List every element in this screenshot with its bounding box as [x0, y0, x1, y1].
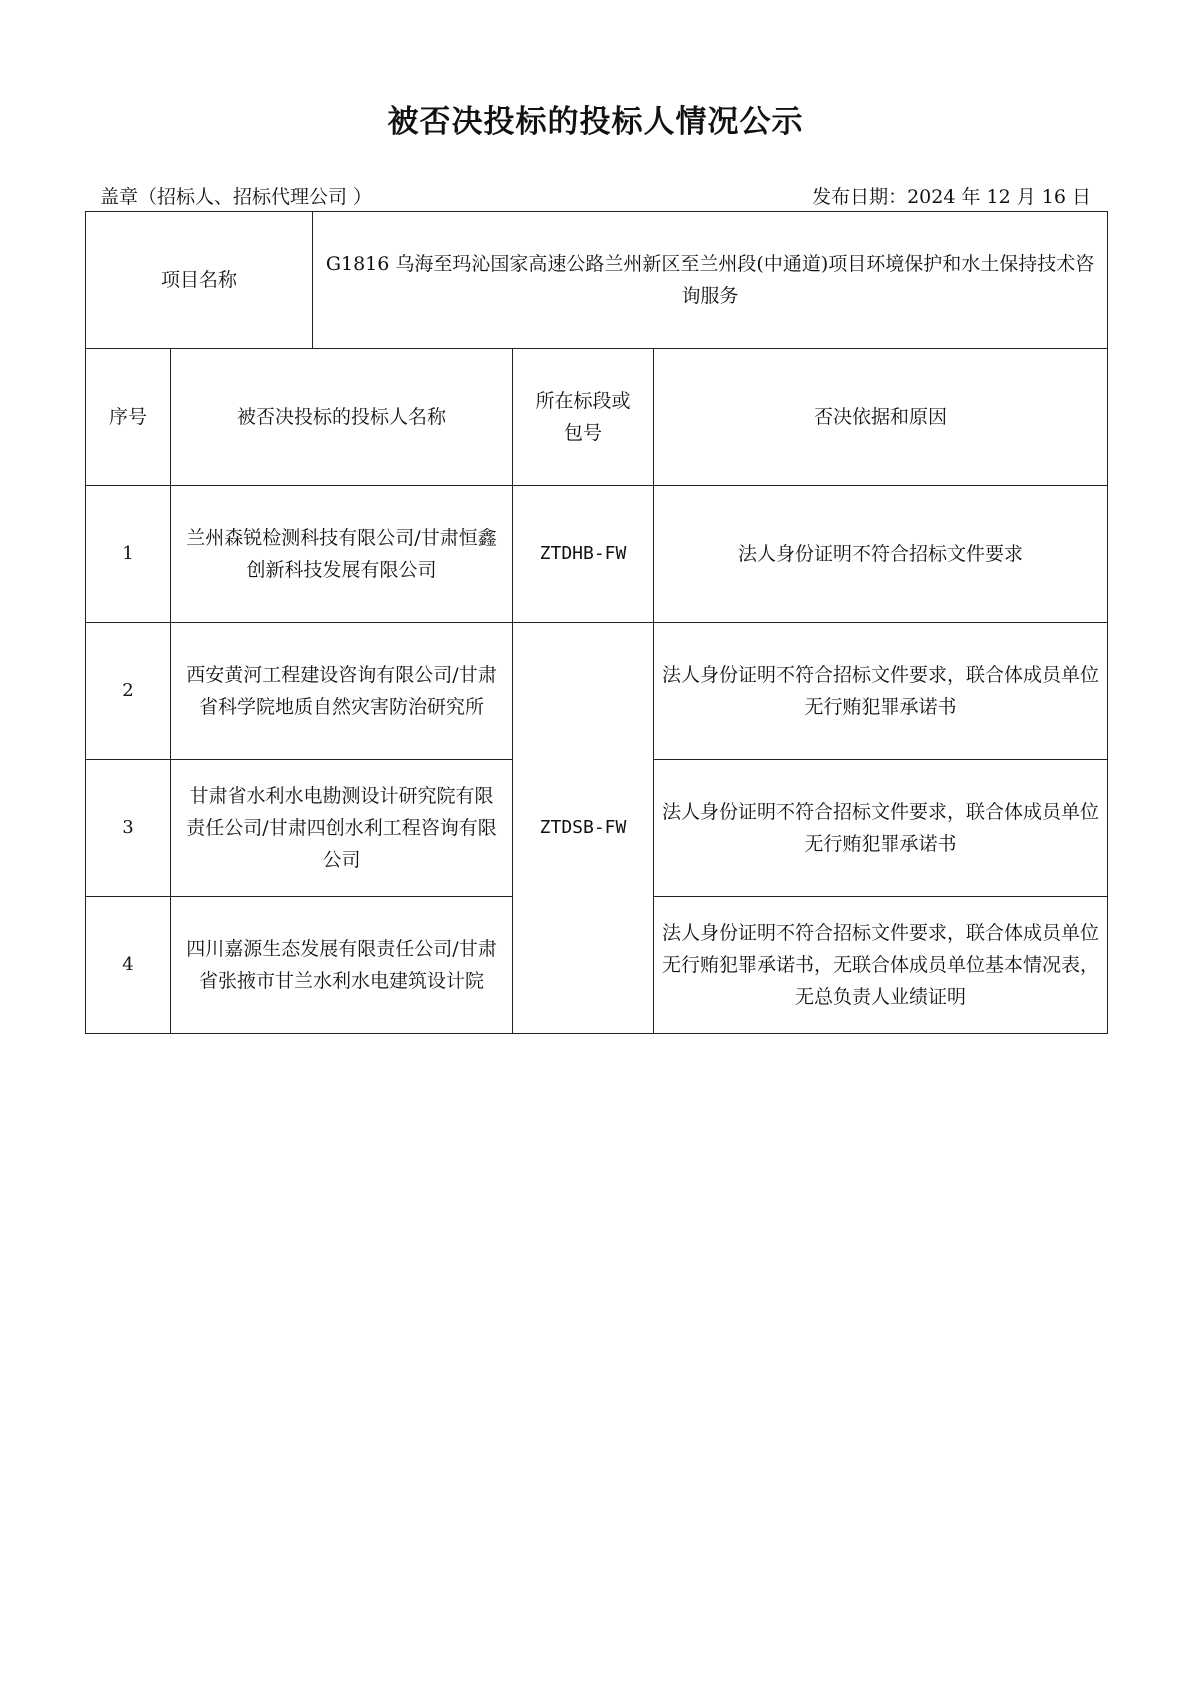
row-seq: 3 — [86, 760, 171, 897]
project-row — [86, 212, 1108, 349]
rejected-bidders-table — [85, 211, 1108, 1034]
table-row — [86, 486, 1108, 623]
header-seq: 序号 — [86, 349, 171, 486]
table-row — [86, 623, 1108, 760]
page-title: 被否决投标的投标人情况公示 — [387, 104, 804, 140]
publish-date: 发布日期：2024 年 12 月 16 日 — [812, 186, 1091, 208]
row-seq: 4 — [86, 897, 171, 1034]
row-seq: 1 — [86, 486, 171, 623]
row-section: ZTDSB-FW — [513, 623, 654, 1034]
row-section: ZTDHB-FW — [513, 486, 654, 623]
project-name: G1816 乌海至玛沁国家高速公路兰州新区至兰州段(中通道)项目环境保护和水土保持技术咨询服务 — [313, 212, 1108, 349]
row-seq: 2 — [86, 623, 171, 760]
header-bidder — [171, 349, 513, 486]
header-bidder-text: 被否决投标的投标人名称 — [237, 406, 447, 428]
row-reason: 法人身份证明不符合招标文件要求，联合体成员单位无行贿犯罪承诺书 — [654, 760, 1108, 897]
row-reason: 法人身份证明不符合招标文件要求，联合体成员单位无行贿犯罪承诺书 — [654, 623, 1108, 760]
header-section — [513, 349, 654, 486]
row-bidder: 西安黄河工程建设咨询有限公司/甘肃省科学院地质自然灾害防治研究所 — [171, 623, 513, 760]
row-bidder: 四川嘉源生态发展有限责任公司/甘肃省张掖市甘兰水利水电建筑设计院 — [171, 897, 513, 1034]
row-reason: 法人身份证明不符合招标文件要求 — [654, 486, 1108, 623]
header-section-text: 所在标段或包号 — [535, 390, 631, 444]
header-reason: 否决依据和原因 — [654, 349, 1108, 486]
row-bidder: 甘肃省水利水电勘测设计研究院有限责任公司/甘肃四创水利工程咨询有限公司 — [171, 760, 513, 897]
row-bidder: 兰州森锐检测科技有限公司/甘肃恒鑫创新科技发展有限公司 — [171, 486, 513, 623]
project-label: 项目名称 — [86, 212, 313, 349]
header-row — [86, 349, 1108, 486]
row-reason: 法人身份证明不符合招标文件要求，联合体成员单位无行贿犯罪承诺书，无联合体成员单位基本情况表，无总负责人业绩证明 — [654, 897, 1108, 1034]
stamp-label: 盖章（招标人、招标代理公司 ） — [100, 186, 373, 208]
